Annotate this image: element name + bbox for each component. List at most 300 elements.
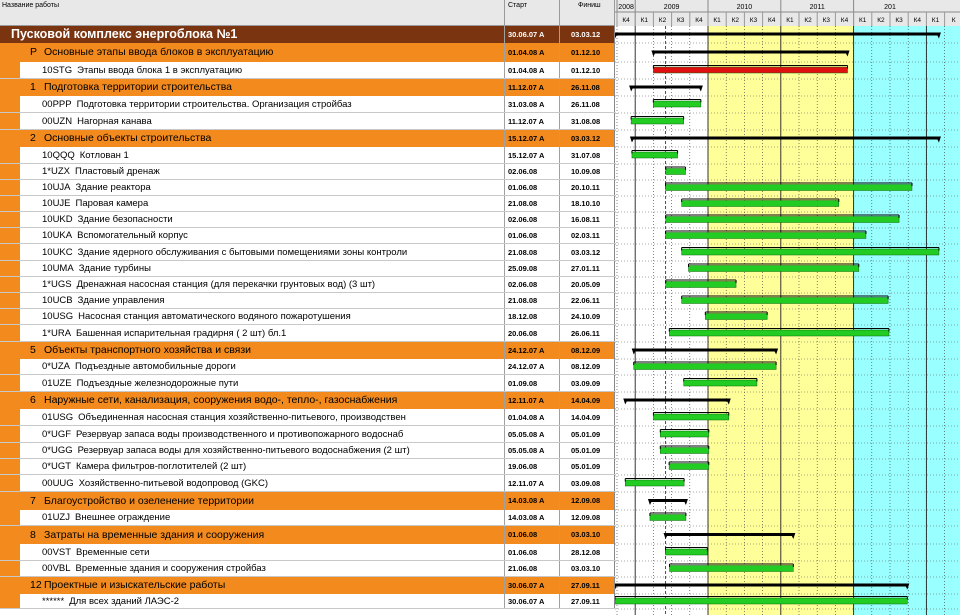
task-code: 7 <box>30 495 36 507</box>
task-code: 8 <box>30 529 36 541</box>
task-name-cell <box>0 277 505 292</box>
task-row[interactable] <box>0 443 615 459</box>
task-code: 10UKD <box>42 214 73 225</box>
task-bar-body <box>682 249 939 255</box>
quarter-label: К4 <box>913 17 922 24</box>
row-indent <box>0 409 20 425</box>
task-name-cell <box>0 147 505 163</box>
task-name-cell <box>0 409 505 425</box>
task-name-cell <box>0 293 505 308</box>
task-bar-body <box>666 233 866 239</box>
task-code: 01UZE <box>42 378 72 389</box>
task-name: Резервуар запаса воды производственного и противопожарного водоснаб <box>76 429 404 440</box>
task-name-cell <box>0 526 505 544</box>
task-name: Здание безопасности <box>77 214 173 225</box>
task-bar-body <box>666 217 899 223</box>
project-row[interactable] <box>0 26 615 43</box>
task-name: Благоустройство и озеленение территории <box>44 495 254 507</box>
start-date: 05.05.08 A <box>505 426 560 442</box>
group-row[interactable] <box>0 492 615 510</box>
task-name: Объекты транспортного хозяйства и связи <box>44 344 252 356</box>
task-row[interactable] <box>0 261 615 277</box>
start-date: 01.04.08 A <box>505 43 560 62</box>
column-header-name[interactable] <box>0 0 505 26</box>
start-date: 02.06.08 <box>505 212 560 227</box>
start-date: 20.06.08 <box>505 325 560 341</box>
start-date: 01.04.08 A <box>505 62 560 78</box>
task-name: Пусковой комплекс энергоблока №1 <box>11 27 238 41</box>
task-row[interactable] <box>0 510 615 526</box>
finish-date: 01.12.10 <box>560 43 615 62</box>
task-row[interactable] <box>0 459 615 475</box>
task-name-cell <box>0 212 505 227</box>
task-code: 01USG <box>42 412 74 423</box>
task-row[interactable] <box>0 113 615 130</box>
finish-date: 12.09.08 <box>560 510 615 525</box>
task-name: Здание реактора <box>75 182 151 193</box>
task-row[interactable] <box>0 359 615 375</box>
task-name: Подготовка территории строительства. Организация стройбаз <box>76 99 352 110</box>
quarter-label: К2 <box>731 17 740 24</box>
task-name: Хозяйственно-питьевой водопровод (GKC) <box>78 478 269 489</box>
task-code: 1*UZX <box>42 166 70 177</box>
task-name-cell <box>0 79 505 96</box>
task-name-cell <box>0 359 505 374</box>
task-name: Наружные сети, канализация, сооружения водо-, тепло-, газоснабжения <box>44 394 398 406</box>
quarter-label: К <box>951 17 956 24</box>
group-row[interactable] <box>0 392 615 409</box>
year-label: 201 <box>884 4 896 11</box>
row-indent <box>0 113 20 129</box>
task-row[interactable] <box>0 244 615 261</box>
year-label: 2008 <box>618 4 634 11</box>
quarter-label: К3 <box>676 17 685 24</box>
finish-date: 26.06.11 <box>560 325 615 341</box>
quarter-label: К4 <box>695 17 703 24</box>
task-code: 5 <box>30 344 36 356</box>
quarter-label: К4 <box>840 17 849 24</box>
quarter-label: К2 <box>877 17 885 24</box>
column-header-start[interactable] <box>505 0 560 26</box>
start-date: 21.08.08 <box>505 244 560 260</box>
finish-date: 03.03.12 <box>560 130 615 147</box>
group-row[interactable] <box>0 342 615 359</box>
task-name-cell <box>0 130 505 147</box>
task-code: 10QQQ <box>42 150 75 161</box>
task-name-cell <box>0 426 505 442</box>
quarter-label: К3 <box>749 17 758 24</box>
start-date: 11.12.07 A <box>505 79 560 96</box>
task-name: Этапы ввода блока 1 в эксплуатацию <box>77 65 243 76</box>
finish-date: 03.03.10 <box>560 526 615 544</box>
start-date: 30.06.07 A <box>505 26 560 43</box>
group-row[interactable] <box>0 43 615 62</box>
finish-date: 10.09.08 <box>560 164 615 179</box>
row-indent <box>0 475 20 491</box>
gantt-chart <box>615 26 960 615</box>
task-code: 0*UGF <box>42 429 72 440</box>
task-name-cell <box>0 475 505 491</box>
task-name-cell <box>0 228 505 243</box>
task-row[interactable] <box>0 293 615 309</box>
task-name-cell <box>0 43 505 62</box>
row-indent <box>0 293 20 308</box>
task-name: Временные здания и сооружения стройбаз <box>75 563 266 574</box>
task-code: 6 <box>30 394 36 406</box>
task-name-cell <box>0 561 505 576</box>
task-name: Здание турбины <box>78 263 151 274</box>
task-row[interactable] <box>0 375 615 392</box>
row-indent <box>0 594 20 608</box>
row-indent <box>0 228 20 243</box>
finish-date: 05.01.09 <box>560 443 615 458</box>
task-bar-body <box>670 566 794 572</box>
task-code: 00UUG <box>42 478 74 489</box>
start-date: 15.12.07 A <box>505 147 560 163</box>
task-row[interactable] <box>0 561 615 577</box>
row-indent <box>0 62 20 78</box>
task-name: Внешнее ограждение <box>74 512 171 523</box>
row-indent <box>0 164 20 179</box>
task-bar-body <box>666 549 708 555</box>
task-name: Паровая камера <box>75 198 149 209</box>
finish-date: 01.12.10 <box>560 62 615 78</box>
finish-date: 18.10.10 <box>560 196 615 211</box>
group-row[interactable] <box>0 130 615 147</box>
summary-bar-body <box>632 137 939 140</box>
summary-bar-body <box>653 51 847 54</box>
task-bar-body <box>631 118 684 124</box>
task-bar-body <box>653 414 728 420</box>
task-bar-body <box>653 101 701 107</box>
task-name-cell <box>0 26 505 43</box>
task-bar-body <box>705 314 767 320</box>
task-code: ****** <box>42 596 65 607</box>
task-row[interactable] <box>0 475 615 492</box>
start-date: 01.06.08 <box>505 228 560 243</box>
table-header <box>0 0 960 26</box>
task-code: 1 <box>30 81 36 93</box>
task-name-cell <box>0 342 505 359</box>
summary-bar-body <box>631 86 701 89</box>
row-indent <box>0 561 20 576</box>
timeline-future-band <box>854 26 960 615</box>
task-bar-body <box>615 598 907 604</box>
start-date: 01.06.08 <box>505 180 560 195</box>
finish-date: 22.06.11 <box>560 293 615 308</box>
finish-date: 05.01.09 <box>560 459 615 474</box>
finish-date: 24.10.09 <box>560 309 615 324</box>
task-code: 00VST <box>42 547 72 558</box>
start-date: 14.03.08 A <box>505 492 560 510</box>
quarter-label: К1 <box>858 17 867 24</box>
start-date: 21.06.08 <box>505 561 560 576</box>
row-indent <box>0 244 20 260</box>
quarter-label: К4 <box>622 17 630 24</box>
task-name-cell <box>0 492 505 510</box>
finish-date: 03.03.10 <box>560 561 615 576</box>
task-bar-body <box>634 364 776 370</box>
row-indent <box>0 359 20 374</box>
group-row[interactable] <box>0 79 615 96</box>
start-date: 12.11.07 A <box>505 475 560 491</box>
task-bar-body <box>689 266 859 272</box>
task-name: Для всех зданий ЛАЭС-2 <box>69 596 180 607</box>
finish-date: 31.08.08 <box>560 113 615 129</box>
task-bar-body <box>625 480 684 486</box>
task-row[interactable] <box>0 594 615 609</box>
task-row[interactable] <box>0 180 615 196</box>
start-date: 12.11.07 A <box>505 392 560 409</box>
task-name: Здание ядерного обслуживания с бытовыми помещениями зоны контроли <box>77 247 408 258</box>
task-name-cell <box>0 392 505 409</box>
finish-date: 20.05.09 <box>560 277 615 292</box>
finish-date: 08.12.09 <box>560 359 615 374</box>
task-code: 10USG <box>42 311 74 322</box>
row-indent <box>0 544 20 560</box>
finish-date: 05.01.09 <box>560 426 615 442</box>
task-name-cell <box>0 164 505 179</box>
task-code: 0*UGG <box>42 445 73 456</box>
task-code: 1*URA <box>42 328 72 339</box>
task-code: 10UMA <box>42 263 74 274</box>
row-indent <box>0 180 20 195</box>
task-bar-body <box>682 298 888 304</box>
task-row[interactable] <box>0 544 615 561</box>
task-bar-body <box>653 67 847 73</box>
start-date: 18.12.08 <box>505 309 560 324</box>
finish-date: 03.03.12 <box>560 244 615 260</box>
row-indent <box>0 309 20 324</box>
task-name: Проектные и изыскательские работы <box>44 579 226 591</box>
summary-bar-body <box>615 33 939 36</box>
task-row[interactable] <box>0 309 615 325</box>
summary-bar-body <box>615 584 907 587</box>
task-name-cell <box>0 544 505 560</box>
task-name: Дренажная насосная станция (для перекачки грунтовых вод) (3 шт) <box>76 279 376 290</box>
start-date: 05.05.08 A <box>505 443 560 458</box>
task-name-cell <box>0 325 505 341</box>
task-name-cell <box>0 244 505 260</box>
task-bar-body <box>682 201 839 207</box>
column-header-name-label: Название работы <box>2 2 59 9</box>
start-date: 31.03.08 A <box>505 96 560 112</box>
start-date: 11.12.07 A <box>505 113 560 129</box>
task-bar-body <box>660 431 709 437</box>
task-name: Пластовый дренаж <box>74 166 160 177</box>
task-bar-body <box>632 152 678 158</box>
task-bar-body <box>669 330 889 336</box>
task-name-cell <box>0 261 505 276</box>
task-name-cell <box>0 113 505 129</box>
finish-date: 14.04.09 <box>560 409 615 425</box>
finish-date: 03.03.12 <box>560 26 615 43</box>
task-code: 00UZN <box>42 116 73 127</box>
task-row[interactable] <box>0 164 615 180</box>
finish-date: 03.09.09 <box>560 375 615 391</box>
finish-date: 16.08.11 <box>560 212 615 227</box>
start-date: 24.12.07 A <box>505 359 560 374</box>
task-row[interactable] <box>0 325 615 342</box>
task-row[interactable] <box>0 147 615 164</box>
finish-date: 31.07.08 <box>560 147 615 163</box>
start-date: 21.08.08 <box>505 293 560 308</box>
year-label: 2011 <box>809 4 825 11</box>
finish-date: 28.12.08 <box>560 544 615 560</box>
task-code: P <box>30 46 38 58</box>
finish-date: 02.03.11 <box>560 228 615 243</box>
task-bar-body <box>650 515 686 521</box>
task-name-cell <box>0 62 505 78</box>
task-name-cell <box>0 594 505 608</box>
summary-bar-body <box>634 349 776 352</box>
summary-bar-body <box>625 399 729 402</box>
row-indent <box>0 510 20 525</box>
start-date: 19.06.08 <box>505 459 560 474</box>
start-date: 15.12.07 A <box>505 130 560 147</box>
task-bar-body <box>666 169 686 175</box>
task-code: 10UCB <box>42 295 73 306</box>
row-indent <box>0 325 20 341</box>
quarter-label: К1 <box>931 17 940 24</box>
quarter-label: К2 <box>804 17 812 24</box>
task-name: Башенная испарительная градирня ( 2 шт) бл.1 <box>76 328 287 339</box>
row-indent <box>0 212 20 227</box>
task-name: Подъездные автомобильные дороги <box>74 361 236 372</box>
quarter-label: К1 <box>713 17 721 24</box>
task-code: 10STG <box>42 65 73 76</box>
start-date: 01.06.08 <box>505 544 560 560</box>
task-code: 10UKA <box>42 230 73 241</box>
task-bar-body <box>666 185 912 191</box>
task-row[interactable] <box>0 62 615 79</box>
task-name: Основные объекты строительства <box>44 132 212 144</box>
task-code: 1*UGS <box>42 279 72 290</box>
task-name: Котлован 1 <box>79 150 129 161</box>
finish-date: 12.09.08 <box>560 492 615 510</box>
task-code: 12 <box>30 579 42 591</box>
start-date: 01.06.08 <box>505 526 560 544</box>
summary-bar-body <box>650 499 686 502</box>
start-date: 01.04.08 A <box>505 409 560 425</box>
task-row[interactable] <box>0 228 615 244</box>
quarter-label: К2 <box>658 17 667 24</box>
task-code: 2 <box>30 132 36 144</box>
start-date: 21.08.08 <box>505 196 560 211</box>
task-name-cell <box>0 443 505 458</box>
year-label: 2010 <box>736 4 753 11</box>
task-name: Объединенная насосная станция хозяйственно-питьевого, производствен <box>78 412 406 423</box>
task-bar-body <box>669 464 709 470</box>
year-label: 2009 <box>663 4 680 11</box>
task-name-cell <box>0 375 505 391</box>
finish-date: 27.09.11 <box>560 594 615 608</box>
task-name: Нагорная канава <box>77 116 152 127</box>
quarter-label: К3 <box>895 17 903 24</box>
task-row[interactable] <box>0 426 615 443</box>
task-row[interactable] <box>0 96 615 113</box>
task-name: Затраты на временные здания и сооружения <box>44 529 265 541</box>
task-bar-body <box>684 380 757 386</box>
task-code: 10UKC <box>42 247 73 258</box>
start-date: 14.03.08 A <box>505 510 560 525</box>
task-name-cell <box>0 196 505 211</box>
row-indent <box>0 96 20 112</box>
quarter-label: К3 <box>822 17 831 24</box>
finish-date: 26.11.08 <box>560 79 615 96</box>
quarter-label: К1 <box>786 17 794 24</box>
task-code: 00VBL <box>42 563 71 574</box>
task-name: Основные этапы ввода блоков в эксплуатацию <box>44 46 274 58</box>
start-date: 25.09.08 <box>505 261 560 276</box>
task-name-cell <box>0 577 505 594</box>
row-indent <box>0 459 20 474</box>
task-name: Насосная станция автоматического водяного пожаротушения <box>78 311 351 322</box>
group-row[interactable] <box>0 526 615 544</box>
task-bar-body <box>660 448 709 454</box>
finish-date: 08.12.09 <box>560 342 615 359</box>
task-name-cell <box>0 510 505 525</box>
task-name: Камера фильтров-поглотителей (2 шт) <box>76 461 247 472</box>
start-date: 01.09.08 <box>505 375 560 391</box>
task-name: Вспомогательный корпус <box>77 230 188 241</box>
task-name-cell <box>0 96 505 112</box>
task-row[interactable] <box>0 212 615 228</box>
finish-date: 14.04.09 <box>560 392 615 409</box>
start-date: 02.06.08 <box>505 164 560 179</box>
task-code: 01UZJ <box>42 512 70 523</box>
task-code: 0*UZA <box>42 361 70 372</box>
finish-date: 27.09.11 <box>560 577 615 594</box>
group-row[interactable] <box>0 577 615 594</box>
finish-date: 27.01.11 <box>560 261 615 276</box>
summary-bar-body <box>666 533 794 536</box>
row-indent <box>0 375 20 391</box>
task-name-cell <box>0 309 505 324</box>
task-row[interactable] <box>0 277 615 293</box>
row-indent <box>0 443 20 458</box>
finish-date: 26.11.08 <box>560 96 615 112</box>
finish-date: 20.10.11 <box>560 180 615 195</box>
finish-date: 03.09.08 <box>560 475 615 491</box>
task-name-cell <box>0 180 505 195</box>
row-indent <box>0 426 20 442</box>
column-header-finish[interactable] <box>560 0 615 26</box>
task-name-cell <box>0 459 505 474</box>
quarter-label: К4 <box>767 17 776 24</box>
task-code: 0*UGT <box>42 461 72 472</box>
column-header-finish-label: Финиш <box>578 2 601 9</box>
timeline-header <box>615 0 960 26</box>
row-indent <box>0 196 20 211</box>
start-date: 30.06.07 A <box>505 577 560 594</box>
start-date: 24.12.07 A <box>505 342 560 359</box>
task-code: 10UJE <box>42 198 71 209</box>
task-name: Подготовка территории строительства <box>44 81 233 93</box>
quarter-label: К1 <box>640 17 649 24</box>
column-header-start-label: Старт <box>508 2 528 9</box>
task-name: Подъездные железнодорожные пути <box>76 378 239 389</box>
start-date: 30.06.07 A <box>505 594 560 608</box>
task-name: Здание управления <box>77 295 165 306</box>
start-date: 02.06.08 <box>505 277 560 292</box>
task-row[interactable] <box>0 409 615 426</box>
task-name: Резервуар запаса воды для хозяйственно-питьевого водоснабжения (2 шт) <box>77 445 410 456</box>
task-bar-body <box>666 282 736 288</box>
row-indent <box>0 277 20 292</box>
task-row[interactable] <box>0 196 615 212</box>
task-code: 00PPP <box>42 99 72 110</box>
